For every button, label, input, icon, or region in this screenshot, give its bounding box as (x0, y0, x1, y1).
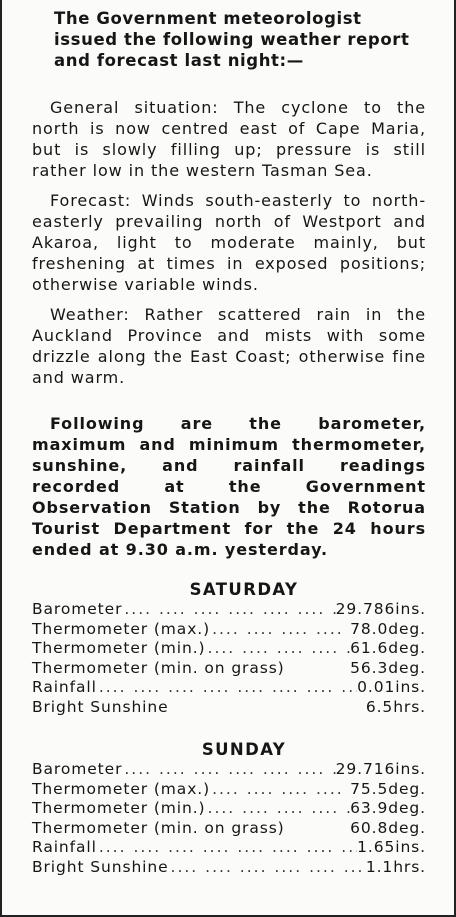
reading-row (32, 819, 426, 839)
reading-value: 63.9deg. (350, 799, 426, 817)
article-column (32, 8, 426, 877)
reading-value: 60.8deg. (350, 818, 426, 837)
reading-row (32, 760, 426, 780)
reading-row (32, 858, 426, 878)
general-situation-paragraph: General situation: The cyclone to the north is now centred east of Cape Maria, but is slowly filling up; pressure is still rather low in the western Tasman Sea. (32, 98, 426, 180)
reading-row (32, 780, 426, 800)
reading-row (32, 639, 426, 659)
leader-dots (206, 639, 351, 659)
reading-label: Thermometer (min. on grass) (32, 818, 285, 837)
sunday-readings (32, 760, 426, 877)
leader-dots (97, 838, 357, 858)
reading-value: 75.5deg. (350, 779, 426, 798)
leader-dots (210, 780, 350, 800)
reading-row (32, 678, 426, 698)
reading-row (32, 698, 426, 718)
reading-label: Barometer (32, 760, 123, 778)
reading-value: 56.3deg. (350, 658, 426, 677)
article-intro: The Government meteorologist issued the following weather report and forecast last night:— (54, 9, 410, 70)
reading-label: Thermometer (min.) (32, 639, 206, 657)
reading-row (32, 600, 426, 620)
reading-label: Barometer (32, 600, 123, 618)
sunday-heading: SUNDAY (201, 740, 287, 759)
reading-value: 1.65ins. (357, 838, 426, 856)
saturday-readings (32, 600, 426, 717)
reading-label: Thermometer (min.) (32, 799, 206, 817)
reading-value: 6.5hrs. (365, 697, 426, 716)
reading-value: 0.01ins. (357, 678, 426, 696)
forecast-paragraph: Forecast: Winds south-easterly to north-easterly prevailing north of Westport and Akaroa, light to moderate mainly, but freshening at times in exposed positions; otherwise variable winds. (32, 191, 426, 294)
leader-dots (210, 620, 350, 640)
leader-dots (169, 858, 366, 878)
reading-value: 29.716ins. (335, 760, 426, 778)
leader-dots (206, 799, 351, 819)
weather-paragraph: Weather: Rather scattered rain in the Auckland Province and mists with some drizzle along the East Coast; otherwise fine and warm. (32, 305, 426, 387)
reading-label: Thermometer (max.) (32, 619, 211, 638)
saturday-heading: SATURDAY (189, 580, 299, 599)
leader-dots (122, 600, 335, 620)
reading-label: Bright Sunshine (32, 857, 169, 876)
reading-label: Bright Sunshine (32, 697, 169, 716)
reading-label: Rainfall (32, 678, 97, 696)
reading-row (32, 659, 426, 679)
reading-value: 78.0deg. (350, 619, 426, 638)
reading-label: Thermometer (min. on grass) (32, 658, 285, 677)
readings-intro-paragraph: Following are the barometer, maximum and minimum thermometer, sunshine, and rainfall readings recorded at the Government Observation Station by the Rotorua Tourist Department for the 24 hours ended at 9.30 a.m. yesterday. (32, 414, 426, 559)
reading-value: 29.786ins. (335, 600, 426, 618)
reading-row (32, 838, 426, 858)
reading-label: Rainfall (32, 838, 97, 856)
leader-dots (97, 678, 357, 698)
reading-value: 1.1hrs. (365, 857, 426, 876)
reading-label: Thermometer (max.) (32, 779, 211, 798)
reading-row (32, 799, 426, 819)
leader-dots (122, 760, 335, 780)
reading-row (32, 620, 426, 640)
reading-value: 61.6deg. (350, 639, 426, 657)
